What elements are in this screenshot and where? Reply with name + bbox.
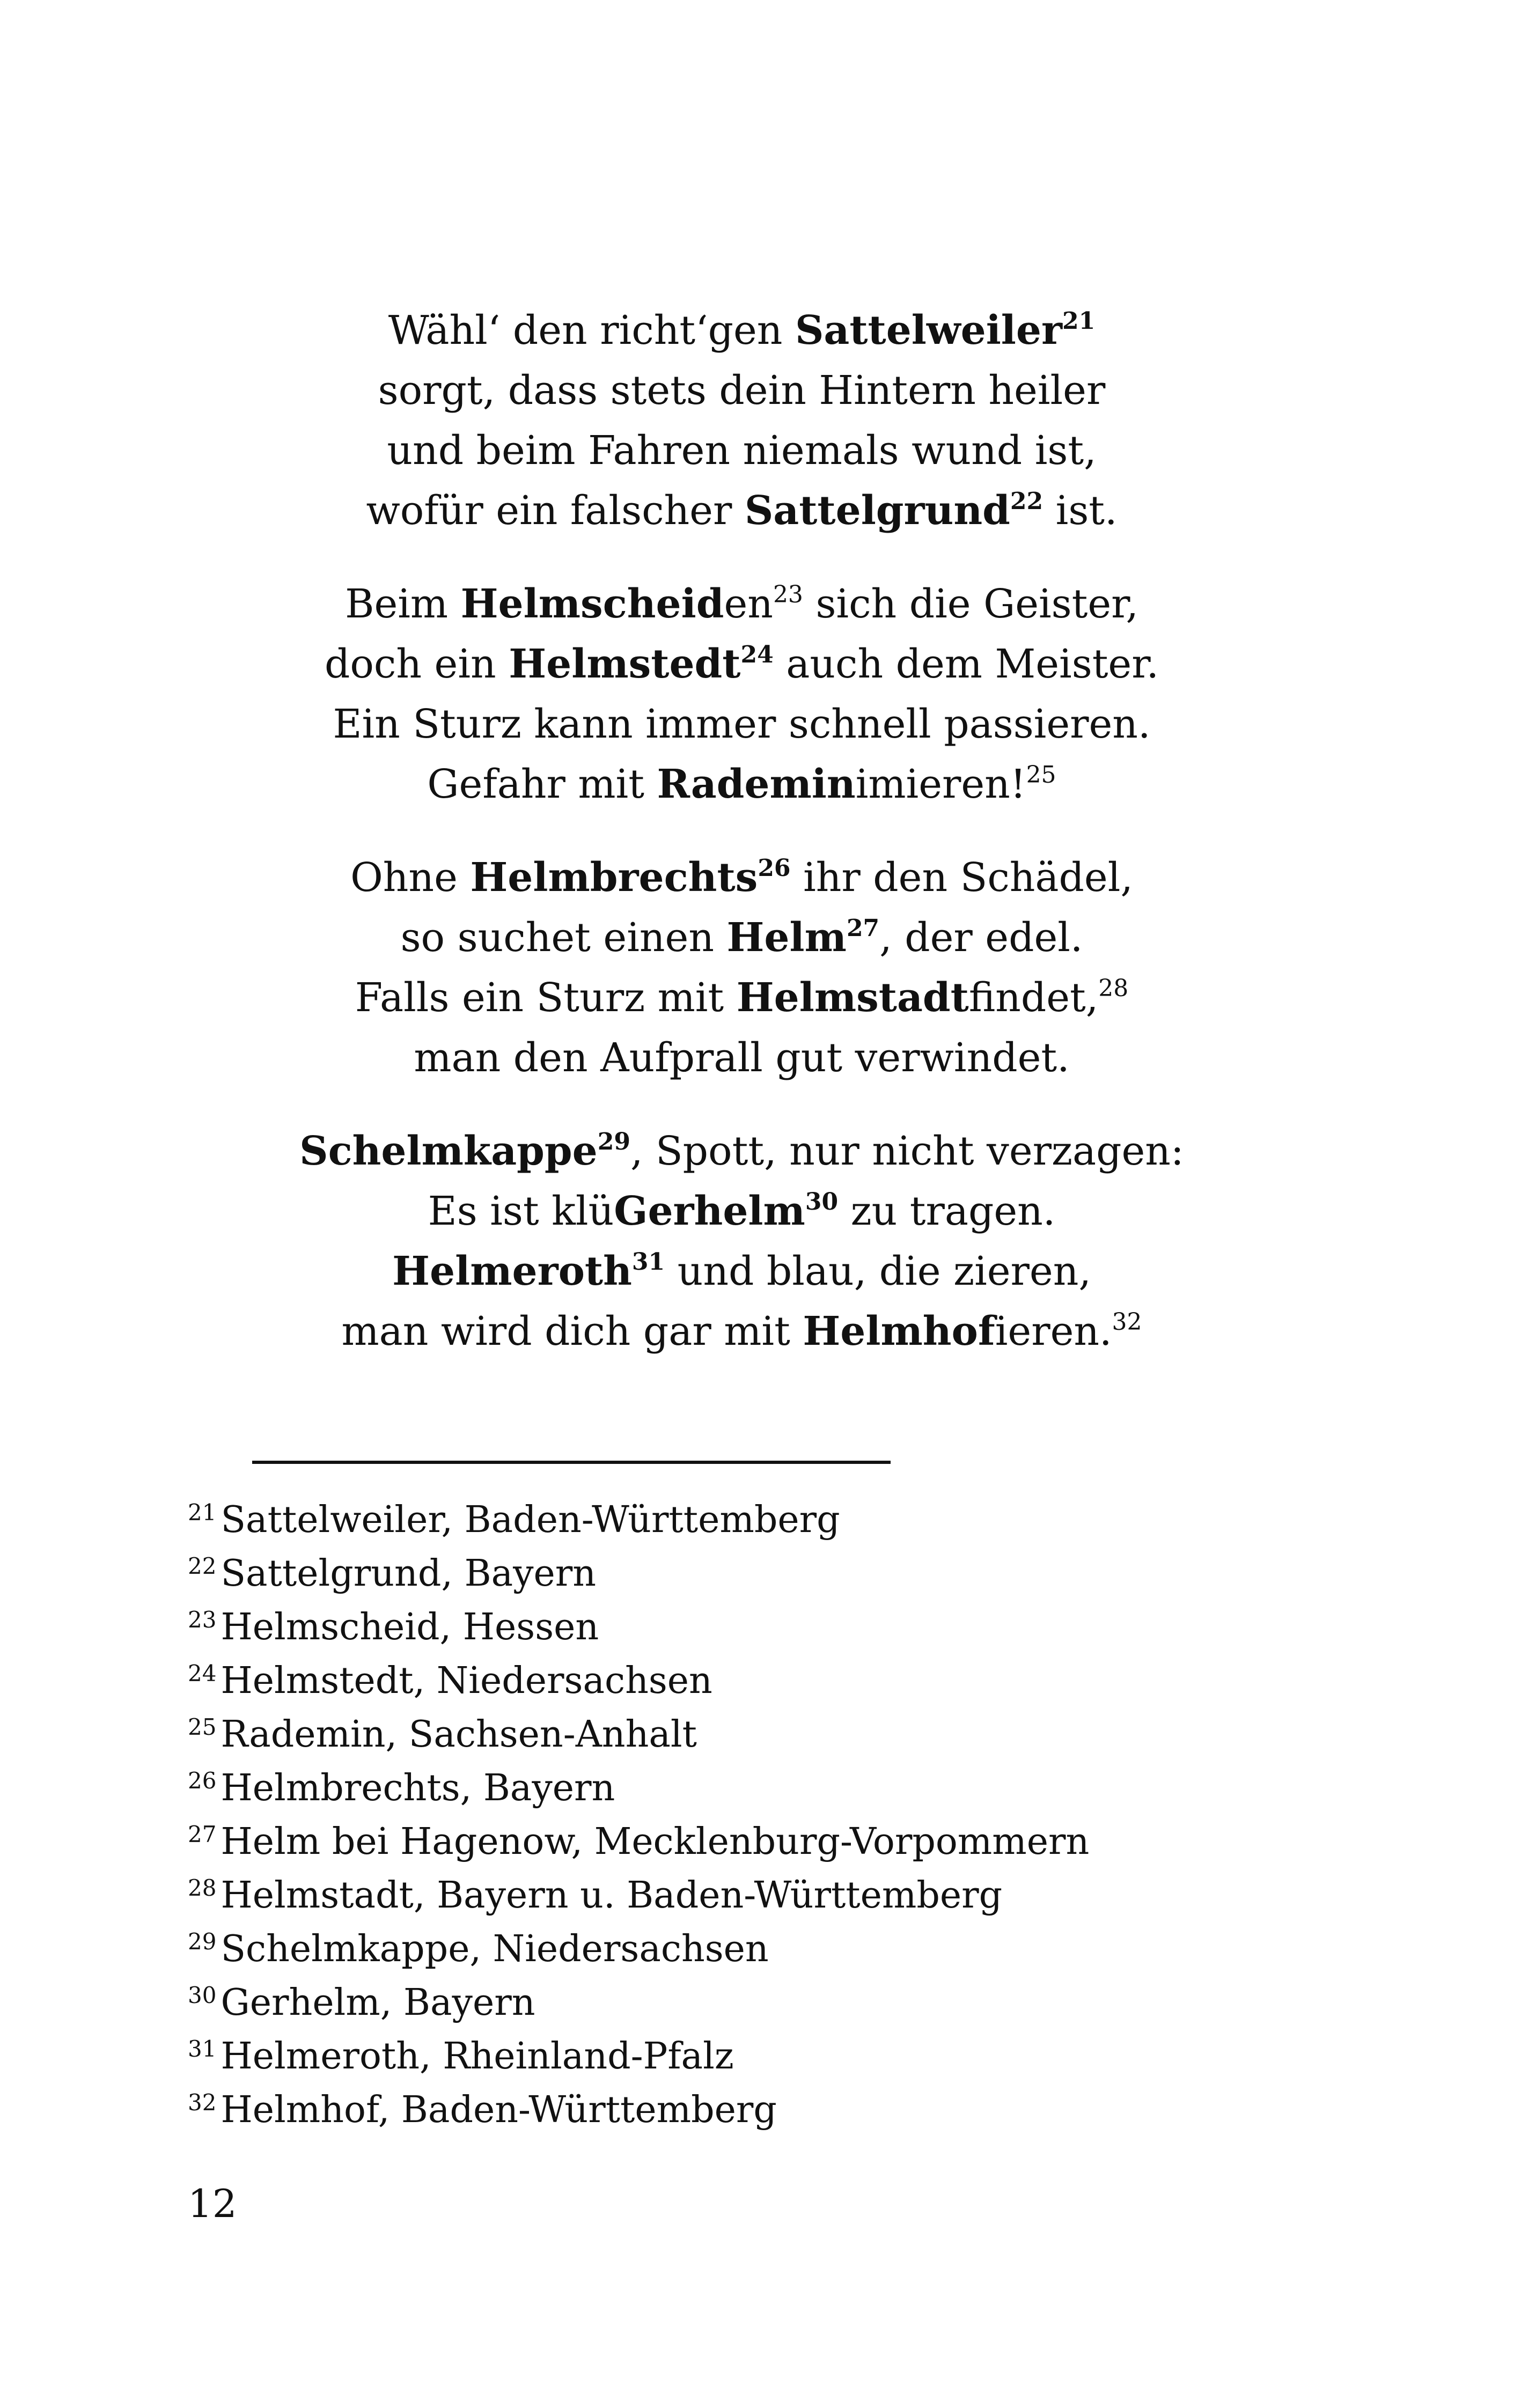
footnote-text: Sattelweiler, Baden-Württemberg — [221, 1499, 840, 1541]
poem-line — [0, 754, 1483, 814]
footnote-ref: 23 — [773, 581, 803, 608]
place-name: Sattelweiler — [795, 307, 1062, 354]
footnote-number: 32 — [188, 2089, 217, 2116]
footnote-item — [188, 1601, 1368, 1654]
line-text: so suchet einen — [400, 915, 727, 961]
poem-line — [0, 848, 1483, 908]
footnote-item — [188, 1654, 1368, 1708]
line-text: ieren. — [995, 1308, 1112, 1354]
place-name: Helmhof — [803, 1308, 995, 1354]
footnote-divider — [252, 1461, 891, 1464]
poem-line — [0, 300, 1483, 360]
footnote-item — [188, 1547, 1368, 1601]
footnote-text: Helmhof, Baden-Württemberg — [221, 2089, 777, 2131]
footnote-ref: 27 — [846, 915, 880, 942]
line-text: Es ist klü — [428, 1188, 614, 1234]
footnote-number: 31 — [188, 2036, 217, 2062]
place-name: Helm — [726, 915, 847, 961]
footnote-number: 25 — [188, 1714, 217, 1740]
footnote-number: 23 — [188, 1607, 217, 1633]
poem — [0, 300, 1483, 1395]
place-name: Rademin — [657, 761, 856, 807]
poem-line — [0, 360, 1483, 421]
footnote-number: 26 — [188, 1768, 217, 1794]
page-number: 12 — [188, 2181, 237, 2226]
footnote-text: Gerhelm, Bayern — [221, 1982, 535, 2024]
footnote-item — [188, 2030, 1368, 2083]
poem-line — [0, 481, 1483, 541]
footnote-number: 30 — [188, 1982, 217, 2008]
line-text: imieren! — [855, 761, 1026, 807]
footnotes — [188, 1493, 1368, 2137]
footnote-number: 27 — [188, 1821, 217, 1847]
line-text: findet, — [968, 975, 1099, 1021]
line-text: , der edel. — [879, 915, 1083, 961]
line-text: Ein Sturz kann immer schnell passieren. — [333, 701, 1151, 747]
footnote-text: Helmstedt, Niedersachsen — [221, 1660, 712, 1702]
line-text: Beim — [345, 581, 461, 627]
footnote-ref: 24 — [740, 641, 774, 668]
line-text: , Spott, nur nicht verzagen: — [630, 1128, 1184, 1174]
footnote-item — [188, 1762, 1368, 1815]
stanza-4 — [0, 1121, 1483, 1361]
footnote-text: Helm bei Hagenow, Mecklenburg-Vorpommern — [221, 1821, 1090, 1863]
stanza-3 — [0, 848, 1483, 1088]
footnote-ref: 29 — [597, 1128, 630, 1155]
footnote-text: Helmscheid, Hessen — [221, 1606, 599, 1648]
footnote-number: 29 — [188, 1928, 217, 1955]
line-text: Gefahr mit — [427, 761, 657, 807]
stanza-1 — [0, 300, 1483, 541]
line-text: auch dem Meister. — [773, 641, 1159, 687]
footnote-ref: 22 — [1010, 488, 1044, 515]
line-text: zu tragen. — [838, 1188, 1056, 1234]
place-name: Helmstadt — [736, 975, 969, 1021]
place-name: Schelmkappe — [299, 1128, 598, 1174]
footnote-item — [188, 1493, 1368, 1547]
line-text: wofür ein falscher — [366, 488, 745, 534]
footnote-text: Helmeroth, Rheinland-Pfalz — [221, 2035, 734, 2078]
footnote-item — [188, 1923, 1368, 1976]
line-text: ist. — [1043, 488, 1118, 534]
place-name: Helmeroth — [392, 1248, 632, 1294]
footnote-ref: 32 — [1112, 1308, 1142, 1336]
footnote-text: Helmstadt, Bayern u. Baden-Württemberg — [221, 1874, 1003, 1917]
poem-line — [0, 634, 1483, 694]
line-text: doch ein — [325, 641, 509, 687]
line-text: Ohne — [350, 855, 471, 901]
footnote-item — [188, 1815, 1368, 1869]
footnote-item — [188, 1708, 1368, 1762]
line-text: en — [724, 581, 773, 627]
footnote-text: Schelmkappe, Niedersachsen — [221, 1928, 769, 1970]
poem-line — [0, 1181, 1483, 1241]
footnote-number: 22 — [188, 1553, 217, 1579]
place-name: Helmstedt — [509, 641, 741, 687]
footnote-ref: 28 — [1098, 975, 1129, 1002]
footnote-text: Sattelgrund, Bayern — [221, 1552, 597, 1595]
place-name: Gerhelm — [614, 1188, 805, 1234]
footnote-item — [188, 1869, 1368, 1923]
footnote-ref: 26 — [758, 855, 791, 882]
stanza-2 — [0, 574, 1483, 814]
line-text: man wird dich gar mit — [341, 1308, 803, 1354]
place-name: Sattelgrund — [744, 488, 1010, 534]
line-text: sorgt, dass stets dein Hintern heiler — [378, 367, 1106, 414]
poem-line — [0, 1241, 1483, 1301]
line-text: man den Aufprall gut verwindet. — [414, 1035, 1070, 1081]
line-text: Wähl‘ den richt‘gen — [388, 307, 795, 354]
footnote-item — [188, 1976, 1368, 2030]
footnote-number: 28 — [188, 1875, 217, 1901]
footnote-number: 24 — [188, 1660, 217, 1687]
footnote-ref: 31 — [631, 1248, 665, 1276]
place-name: Helmscheid — [460, 581, 724, 627]
poem-line — [0, 968, 1483, 1028]
footnote-ref: 21 — [1062, 307, 1096, 335]
line-text: sich die Geister, — [803, 581, 1138, 627]
line-text: und blau, die zieren, — [665, 1248, 1091, 1294]
poem-line — [0, 694, 1483, 754]
line-text: und beim Fahren niemals wund ist, — [387, 428, 1097, 474]
poem-line — [0, 1121, 1483, 1181]
line-text: Falls ein Sturz mit — [355, 975, 737, 1021]
footnote-text: Rademin, Sachsen-Anhalt — [221, 1713, 697, 1756]
footnote-text: Helmbrechts, Bayern — [221, 1767, 615, 1809]
line-text: ihr den Schädel, — [790, 855, 1133, 901]
poem-line — [0, 908, 1483, 968]
poem-line — [0, 1301, 1483, 1361]
place-name: Helmbrechts — [470, 855, 758, 901]
poem-line — [0, 1028, 1483, 1088]
poem-line — [0, 574, 1483, 634]
footnote-ref: 25 — [1026, 761, 1056, 789]
footnote-ref: 30 — [805, 1188, 839, 1216]
footnote-item — [188, 2083, 1368, 2137]
poem-line — [0, 421, 1483, 481]
footnote-number: 21 — [188, 1499, 217, 1526]
